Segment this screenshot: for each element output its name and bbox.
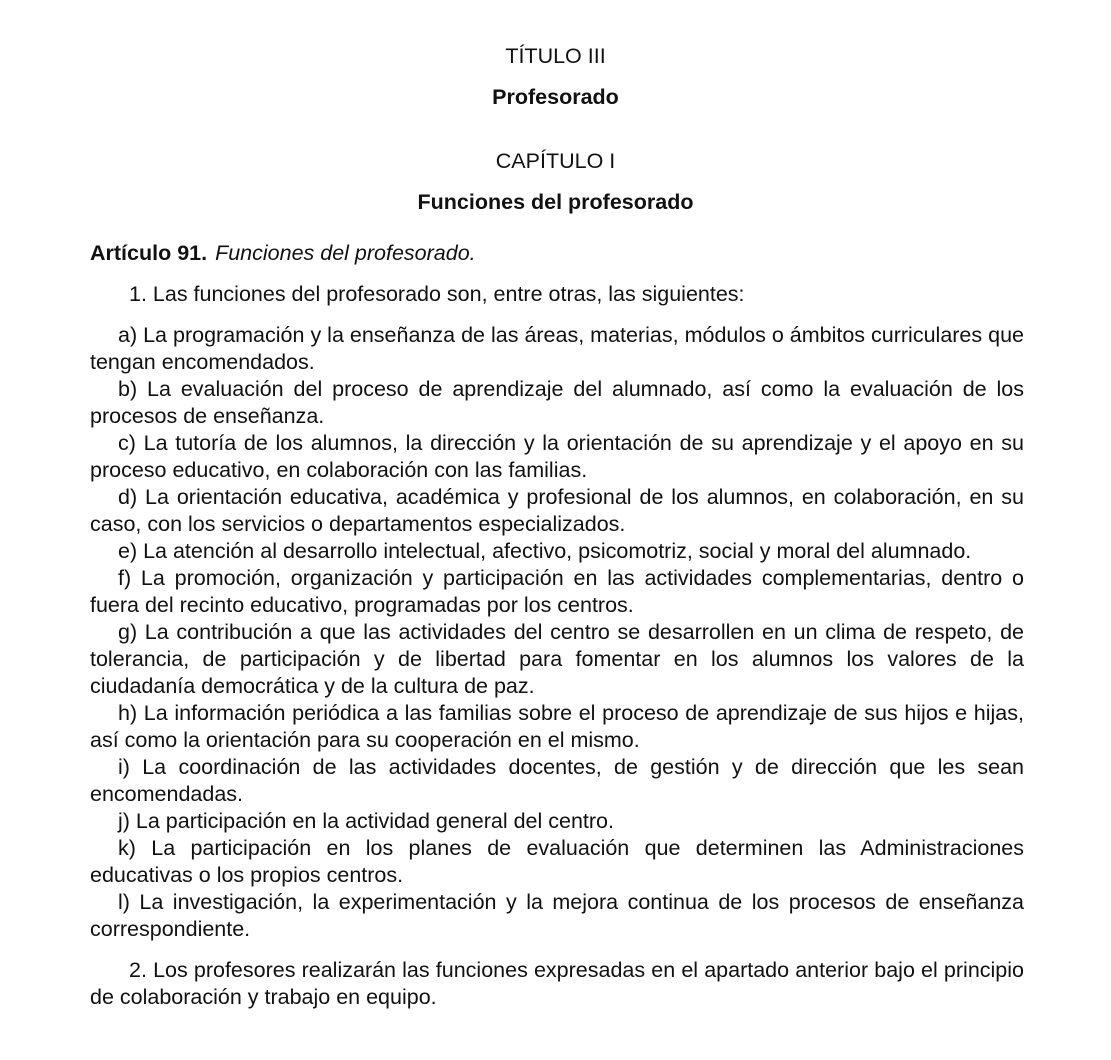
list-item-e: e) La atención al desarrollo intelectual, afectivo, psicomotriz, social y moral del alumnado. — [118, 539, 972, 563]
paragraph-1: 1. Las funciones del profesorado son, entre otras, las siguientes: — [129, 282, 745, 306]
list-item-i: i) La coordinación de las actividades docentes, de gestión y de dirección que les sean encomendadas. — [90, 755, 1024, 806]
article-heading — [90, 240, 1024, 267]
list-item-h: h) La información periódica a las familias sobre el proceso de aprendizaje de sus hijos e hijas, así como la orientación para su cooperación en el mismo. — [90, 701, 1024, 752]
title-number: TÍTULO III — [505, 44, 606, 68]
list-item-c: c) La tutoría de los alumnos, la dirección y la orientación de su aprendizaje y el apoyo en su proceso educativo, en colaboración con las familias. — [90, 431, 1024, 482]
list-item-j: j) La participación en la actividad general del centro. — [118, 809, 614, 833]
list-item-g: g) La contribución a que las actividades del centro se desarrollen en un clima de respeto, de tolerancia, de participación y de libertad para fomentar en los alumnos los valores de la ciudadanía democrática y de la cultura de paz. — [90, 620, 1024, 698]
list-item-b: b) La evaluación del proceso de aprendizaje del alumnado, así como la evaluación de los procesos de enseñanza. — [90, 377, 1024, 428]
list-item-k: k) La participación en los planes de evaluación que determinen las Administraciones educativas o los propios centros. — [90, 836, 1024, 887]
list-item-f: f) La promoción, organización y participación en las actividades complementarias, dentro o fuera del recinto educativo, programadas por los centros. — [90, 566, 1024, 617]
list-item-l: l) La investigación, la experimentación y la mejora continua de los procesos de enseñanza correspondiente. — [90, 890, 1024, 941]
chapter-number: CAPÍTULO I — [495, 149, 616, 173]
article-body — [90, 240, 1024, 1011]
chapter-name: Funciones del profesorado — [417, 190, 694, 214]
article-title: Funciones del profesorado. — [215, 241, 476, 265]
list-item-d: d) La orientación educativa, académica y profesional de los alumnos, en colaboración, en su caso, con los servicios o departamentos especializados. — [90, 485, 1024, 536]
paragraph-2: 2. Los profesores realizarán las funciones expresadas en el apartado anterior bajo el principio de colaboración y trabajo en equipo. — [90, 958, 1024, 1009]
article-label: Artículo 91. — [90, 241, 208, 265]
title-name: Profesorado — [492, 85, 619, 109]
function-list — [90, 322, 1024, 943]
list-item-a: a) La programación y la enseñanza de las áreas, materias, módulos o ámbitos curriculares que tengan encomendados. — [90, 323, 1024, 374]
